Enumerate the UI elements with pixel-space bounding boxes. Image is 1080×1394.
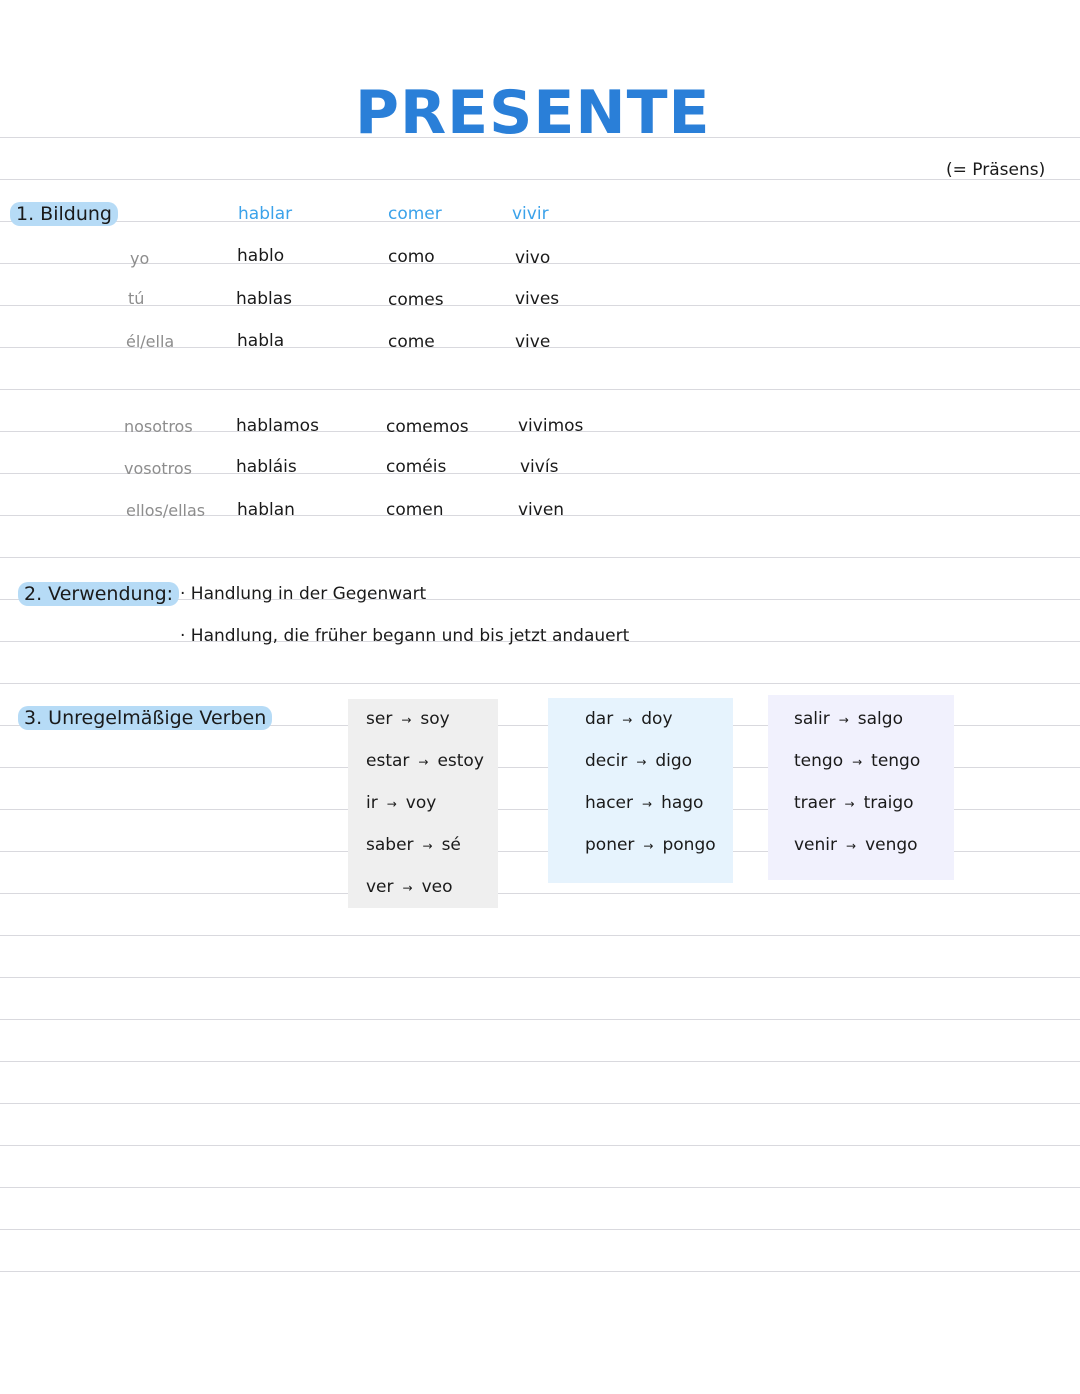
arrow-right-icon: → — [636, 755, 647, 769]
conjugated-form: vivís — [520, 457, 559, 477]
conjugated-form: comemos — [386, 417, 469, 437]
present-form: vengo — [865, 835, 918, 855]
irregular-verb-pair — [794, 709, 903, 729]
arrow-right-icon: → — [643, 839, 654, 853]
conjugated-form: hablas — [236, 289, 292, 309]
usage-point: · Handlung, die früher begann und bis jetzt andauert — [180, 626, 630, 646]
ruled-line — [0, 1103, 1080, 1104]
ruled-line — [0, 1061, 1080, 1062]
infinitive: hacer — [585, 793, 633, 813]
ruled-line — [0, 557, 1080, 558]
conjugated-form: vive — [515, 332, 551, 352]
infinitive: ver — [366, 877, 394, 897]
irregular-verb-pair — [585, 835, 716, 855]
ruled-line — [0, 1271, 1080, 1272]
arrow-right-icon: → — [401, 713, 412, 727]
present-form: sé — [441, 835, 461, 855]
pronoun: él/ella — [126, 332, 175, 351]
irregular-verb-pair — [794, 835, 918, 855]
verb-header-vivir: vivir — [512, 204, 549, 224]
irregular-verb-pair — [794, 793, 914, 813]
usage-point: · Handlung in der Gegenwart — [180, 584, 427, 604]
infinitive: decir — [585, 751, 628, 771]
conjugated-form: hablo — [237, 246, 285, 266]
infinitive: venir — [794, 835, 838, 855]
present-form: traigo — [863, 793, 914, 813]
infinitive: salir — [794, 709, 830, 729]
ruled-line — [0, 893, 1080, 894]
irregular-verb-pair — [366, 751, 484, 771]
irregular-verbs-box-2 — [548, 698, 733, 883]
pronoun: yo — [130, 249, 150, 268]
conjugated-form: viven — [518, 500, 565, 520]
conjugated-form: comes — [388, 290, 444, 310]
irregular-verb-pair — [585, 709, 673, 729]
conjugated-form: hablan — [237, 500, 295, 520]
ruled-line — [0, 977, 1080, 978]
irregular-verb-pair — [585, 751, 692, 771]
present-form: veo — [421, 877, 453, 897]
irregular-verb-pair — [366, 709, 450, 729]
section-3-heading: 3. Unregelmäßige Verben — [18, 706, 272, 730]
pronoun: ellos/ellas — [126, 501, 206, 520]
infinitive: traer — [794, 793, 836, 813]
irregular-verbs-box-1 — [348, 699, 498, 908]
arrow-right-icon: → — [422, 839, 433, 853]
infinitive: ser — [366, 709, 393, 729]
ruled-line — [0, 935, 1080, 936]
ruled-line — [0, 1229, 1080, 1230]
infinitive: dar — [585, 709, 614, 729]
conjugated-form: habla — [237, 331, 285, 351]
ruled-line — [0, 1145, 1080, 1146]
arrow-right-icon: → — [386, 797, 397, 811]
infinitive: estar — [366, 751, 410, 771]
conjugated-form: hablamos — [236, 416, 319, 436]
pronoun: tú — [128, 289, 145, 308]
present-form: doy — [641, 709, 673, 729]
conjugated-form: come — [388, 332, 435, 352]
conjugated-form: comen — [386, 500, 444, 520]
present-form: hago — [661, 793, 704, 813]
conjugated-form: coméis — [386, 457, 447, 477]
verb-header-hablar: hablar — [238, 204, 293, 224]
arrow-right-icon: → — [642, 797, 653, 811]
section-1-heading: 1. Bildung — [10, 202, 118, 226]
irregular-verbs-box-3 — [768, 695, 954, 880]
conjugated-form: como — [388, 247, 435, 267]
arrow-right-icon: → — [622, 713, 633, 727]
arrow-right-icon: → — [418, 755, 429, 769]
arrow-right-icon: → — [402, 881, 413, 895]
arrow-right-icon: → — [844, 797, 855, 811]
present-form: voy — [405, 793, 437, 813]
verb-header-comer: comer — [388, 204, 442, 224]
page-title: PRESENTE — [355, 78, 711, 148]
ruled-line — [0, 389, 1080, 390]
present-form: salgo — [857, 709, 903, 729]
present-form: estoy — [437, 751, 484, 771]
infinitive: ir — [366, 793, 378, 813]
irregular-verb-pair — [366, 877, 453, 897]
conjugated-form: vives — [515, 289, 560, 309]
present-form: digo — [655, 751, 693, 771]
ruled-line — [0, 683, 1080, 684]
irregular-verb-pair — [366, 793, 436, 813]
present-form: soy — [420, 709, 450, 729]
conjugated-form: habláis — [236, 457, 297, 477]
ruled-line — [0, 1187, 1080, 1188]
infinitive: tengo — [794, 751, 844, 771]
conjugated-form: vivo — [515, 248, 551, 268]
infinitive: saber — [366, 835, 414, 855]
infinitive: poner — [585, 835, 635, 855]
conjugated-form: vivimos — [518, 416, 584, 436]
ruled-line — [0, 1019, 1080, 1020]
irregular-verb-pair — [585, 793, 703, 813]
present-form: pongo — [662, 835, 716, 855]
page-subtitle: (= Präsens) — [946, 160, 1046, 180]
pronoun: nosotros — [124, 417, 193, 436]
arrow-right-icon: → — [846, 839, 857, 853]
ruled-line — [0, 179, 1080, 180]
irregular-verb-pair — [794, 751, 920, 771]
pronoun: vosotros — [124, 459, 193, 478]
arrow-right-icon: → — [852, 755, 863, 769]
arrow-right-icon: → — [838, 713, 849, 727]
section-2-heading: 2. Verwendung: — [18, 582, 179, 606]
irregular-verb-pair — [366, 835, 461, 855]
present-form: tengo — [871, 751, 921, 771]
